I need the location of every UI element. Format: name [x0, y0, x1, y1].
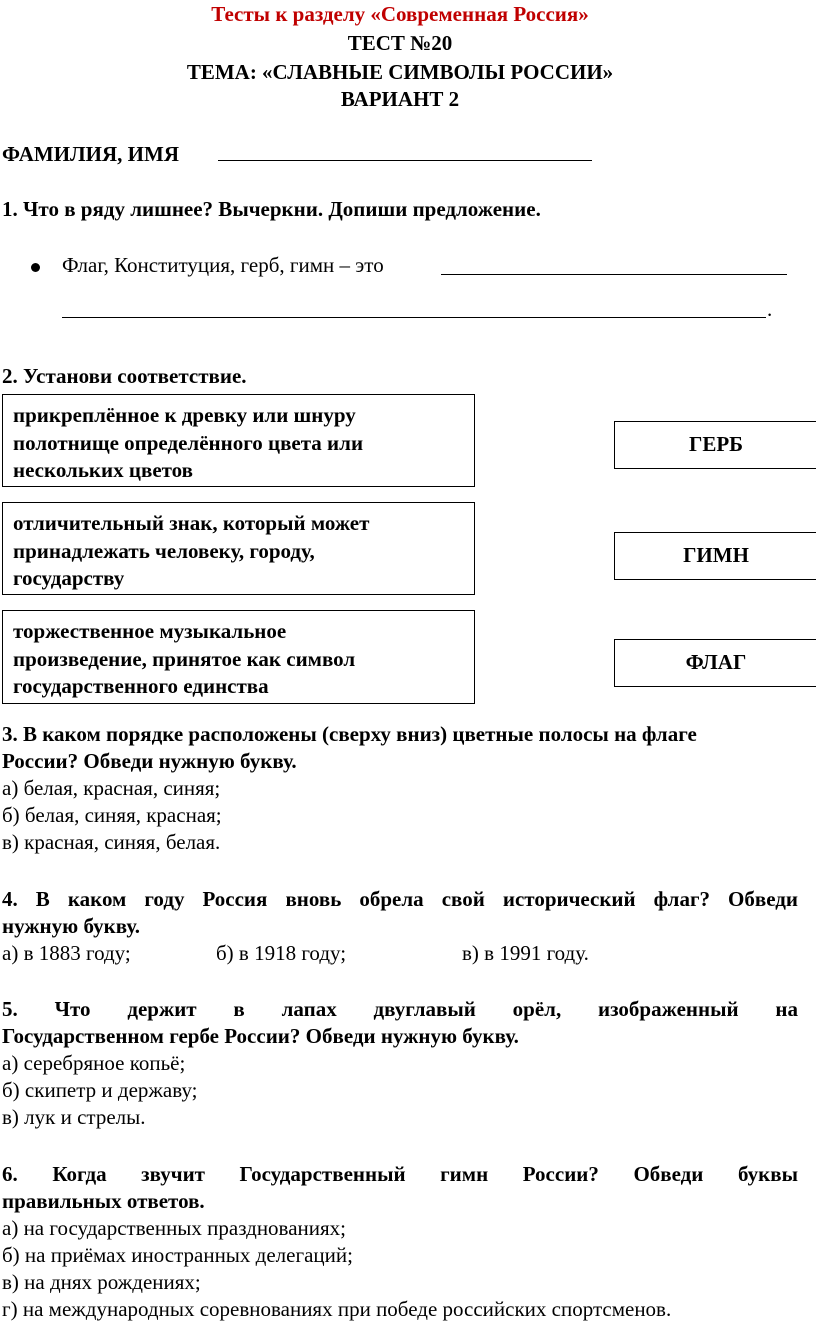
definition-1-line-1: прикреплённое к древку или шнуру — [13, 403, 356, 427]
definition-box-2 — [2, 502, 475, 595]
q1-item: Флаг, Конституция, герб, гимн – это — [62, 253, 384, 277]
symbol-box-flag: ФЛАГ — [614, 639, 816, 687]
definition-1-line-2: полотнище определённого цвета или — [13, 430, 364, 455]
q4-question-line-1: 4. В каком году Россия вновь обрела свой исторический флаг? Обведи — [2, 887, 798, 911]
q6-option-c: в) на днях рождениях; — [2, 1270, 201, 1294]
definition-box-3 — [2, 610, 475, 704]
q5-question-line-2: Государственном гербе России? Обведи нужную букву. — [2, 1024, 519, 1048]
definition-3-line-3: государственного единства — [13, 674, 269, 698]
definition-box-1 — [2, 394, 475, 487]
q1-period: . — [767, 297, 773, 321]
q5-question-line-1: 5. Что держит в лапах двуглавый орёл, изображенный на — [2, 997, 798, 1021]
definition-3-line-2: произведение, принятое как символ — [13, 646, 356, 671]
q4-option-c: в) в 1991 году. — [462, 941, 589, 965]
definition-2-line-2: принадлежать человеку, городу, — [13, 538, 315, 563]
test-number: ТЕСТ №20 — [347, 31, 453, 55]
q2-question: 2. Установи соответствие. — [2, 364, 247, 388]
q4-question-line-2: нужную букву. — [2, 914, 141, 938]
q4-option-a: а) в 1883 году; — [2, 941, 131, 965]
q3-option-b: б) белая, синяя, красная; — [2, 803, 222, 827]
q3-question-line-2: России? Обведи нужную букву. — [2, 749, 297, 773]
definition-2-line-1: отличительный знак, который может — [13, 511, 370, 535]
q6-option-a: а) на государственных празднованиях; — [2, 1216, 346, 1240]
definition-1-line-3: нескольких цветов — [13, 458, 193, 482]
symbol-box-gerb: ГЕРБ — [614, 421, 816, 469]
symbol-box-gimn: ГИМН — [614, 532, 816, 580]
q3-question-line-1: 3. В каком порядке расположены (сверху вниз) цветные полосы на флаге — [2, 722, 697, 746]
q1-question: 1. Что в ряду лишнее? Вычеркни. Допиши предложение. — [2, 197, 541, 221]
q6-question-line-2: правильных ответов. — [2, 1189, 205, 1213]
q3-option-c: в) красная, синяя, белая. — [2, 830, 221, 854]
q6-question-line-1: 6. Когда звучит Государственный гимн России? Обведи буквы — [2, 1162, 798, 1186]
q1-answer-line-1[interactable] — [441, 274, 787, 275]
test-topic: ТЕМА: «СЛАВНЫЕ СИМВОЛЫ РОССИИ» — [186, 60, 614, 84]
bullet-icon — [31, 263, 40, 272]
q3-option-a: а) белая, красная, синяя; — [2, 776, 221, 800]
q6-option-b: б) на приёмах иностранных делегаций; — [2, 1243, 353, 1267]
name-label: ФАМИЛИЯ, ИМЯ — [2, 142, 180, 166]
q4-option-b: б) в 1918 году; — [216, 941, 347, 965]
name-input-line[interactable] — [218, 160, 592, 161]
q1-answer-line-2[interactable] — [62, 317, 766, 318]
section-title: Тесты к разделу «Современная Россия» — [211, 2, 589, 26]
q5-option-b: б) скипетр и державу; — [2, 1078, 198, 1102]
definition-3-line-1: торжественное музыкальное — [13, 619, 287, 643]
q5-option-a: а) серебряное копьё; — [2, 1051, 186, 1075]
test-variant: ВАРИАНТ 2 — [340, 87, 460, 111]
q5-option-c: в) лук и стрелы. — [2, 1105, 146, 1129]
q6-option-d: г) на международных соревнованиях при победе российских спортсменов. — [2, 1297, 672, 1321]
definition-2-line-3: государству — [13, 566, 125, 590]
